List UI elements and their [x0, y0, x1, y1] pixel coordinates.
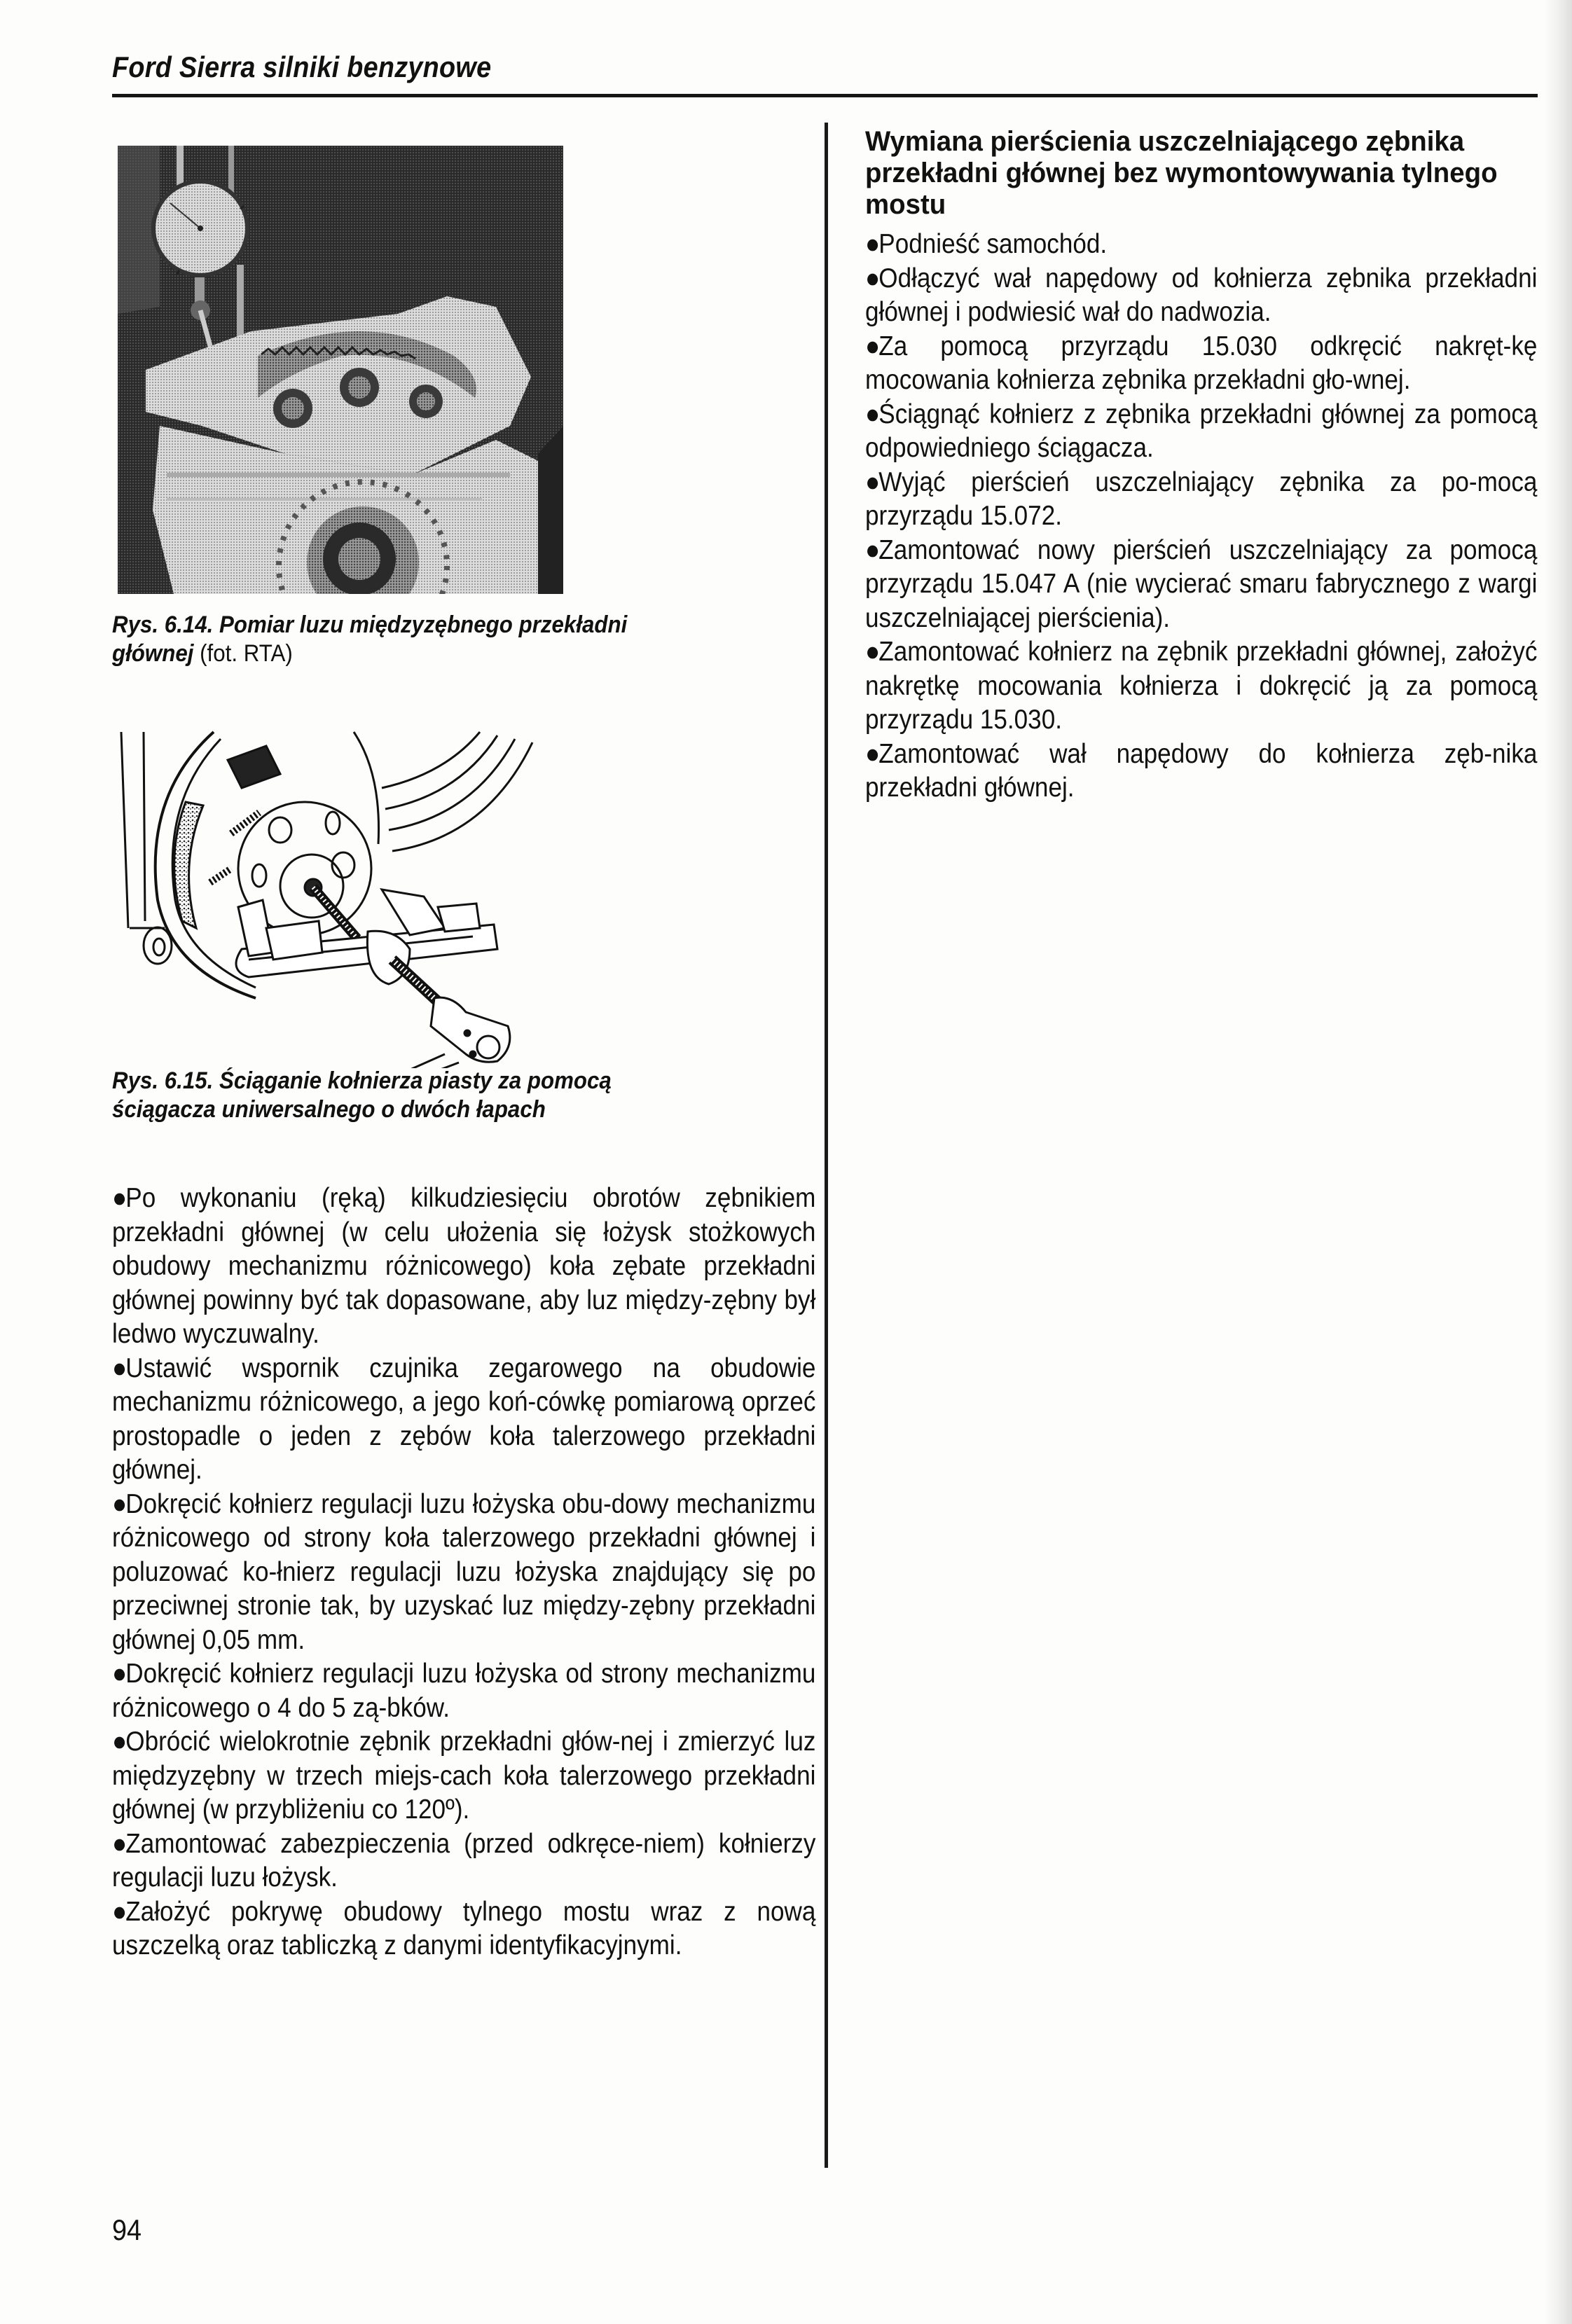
- caption-credit: (fot. RTA): [193, 640, 293, 667]
- instruction-item: [112, 1895, 815, 1963]
- bullet-icon: ●: [112, 1488, 127, 1519]
- instruction-text: Ustawić wspornik czujnika zegarowego na obudowie mechanizmu różnicowego, a jego koń-cówkę pomiarową oprzeć prostopadle o jeden z zębów koła talerzowego przekładni głównej.: [112, 1353, 816, 1485]
- hub-puller-drawing: [116, 718, 550, 1068]
- figure-6-14-photo: [118, 146, 563, 594]
- instruction-text: Za pomocą przyrządu 15.030 odkręcić nakręt-kę mocowania kołnierza zębnika przekładni gło-wnej.: [865, 331, 1538, 395]
- caption-italic: głównej: [112, 640, 194, 667]
- instruction-item: [112, 1827, 815, 1895]
- caption-line: Rys. 6.14. Pomiar luzu międzyzębnego przekładni: [112, 611, 628, 638]
- instruction-text: Ściągnąć kołnierz z zębnika przekładni głównej za pomocą odpowiedniego ściągacza.: [865, 399, 1538, 463]
- instruction-item: [865, 466, 1537, 534]
- instruction-item: [112, 1657, 815, 1725]
- bullet-icon: ●: [865, 738, 881, 769]
- column-divider: [825, 123, 828, 2168]
- bullet-icon: ●: [865, 229, 881, 259]
- instruction-text: Dokręcić kołnierz regulacji luzu łożyska od strony mechanizmu różnicowego o 4 do 5 zą-bków.: [112, 1659, 816, 1723]
- caption-line: [112, 639, 744, 668]
- instruction-text: Zamontować wał napędowy do kołnierza zęb-nika przekładni głównej.: [865, 738, 1538, 803]
- instruction-text: Zamontować nowy pierścień uszczelniający za pomocą przyrządu 15.047 A (nie wycierać smaru fabrycznego z wargi uszczelniającej pierścienia).: [865, 534, 1538, 633]
- left-column-text: [112, 1182, 815, 1963]
- instruction-item: [112, 1182, 815, 1352]
- section-title: Wymiana pierścienia uszczelniającego zębnika przekładni głównej bez wymontowywania tylnego mostu: [865, 126, 1498, 220]
- caption-line: Rys. 6.15. Ściąganie kołnierza piasty za pomocą: [112, 1067, 612, 1094]
- instruction-text: Obrócić wielokrotnie zębnik przekładni głów-nej i zmierzyć luz międzyzębny w trzech miejs-cach koła talerzowego przekładni głównej (w przybliżeniu co 120º).: [112, 1727, 816, 1825]
- instruction-text: Zamontować zabezpieczenia (przed odkręce-niem) kołnierzy regulacji luzu łożysk.: [112, 1828, 816, 1893]
- bullet-icon: ●: [112, 1183, 127, 1213]
- instruction-item: [865, 534, 1537, 636]
- dial-indicator-icon: [151, 179, 249, 277]
- bullet-icon: ●: [112, 1353, 127, 1383]
- instruction-text: Odłączyć wał napędowy od kołnierza zębnika przekładni głównej i podwiesić wał do nadwozia.: [865, 263, 1538, 327]
- instruction-text: Podnieść samochód.: [878, 229, 1108, 259]
- figure-6-15-caption: [112, 1067, 744, 1124]
- right-column: [865, 126, 1538, 805]
- bullet-icon: ●: [112, 1828, 127, 1859]
- instruction-text: Dokręcić kołnierz regulacji luzu łożyska obu-dowy mechanizmu różnicowego od strony koła talerzowego przekładni głównej i poluzować ko-łnierz regulacji luzu łożyska znajdujący się po przeciwnej stronie tak, by uzyskać luz między-zębny przekładni głównej 0,05 mm.: [112, 1488, 816, 1655]
- bullet-icon: ●: [112, 1896, 127, 1927]
- instruction-text: Założyć pokrywę obudowy tylnego mostu wraz z nową uszczelką oraz tabliczką z danymi identyfikacyjnymi.: [112, 1896, 816, 1960]
- strut-line: [121, 732, 128, 928]
- binding-shadow: [1544, 0, 1572, 2324]
- instruction-text: Po wykonaniu (ręką) kilkudziesięciu obrotów zębnikiem przekładni głównej (w celu ułożenia się łożysk stożkowych obudowy mechanizmu różnicowego) koła zębate przekładni głównej powinny być tak dopasowane, aby luz między-zębny był ledwo wyczuwalny.: [112, 1183, 816, 1349]
- instruction-text: Zamontować kołnierz na zębnik przekładni głównej, założyć nakrętkę mocowania kołnierza i dokręcić ją za pomocą przyrządu 15.030.: [865, 637, 1538, 735]
- figure-6-15-drawing: [116, 718, 550, 1068]
- bullet-icon: ●: [865, 637, 881, 667]
- figure-6-14-caption: [112, 611, 744, 668]
- instruction-item: [112, 1725, 815, 1827]
- page-number: 94: [112, 2213, 142, 2246]
- instruction-item: [865, 738, 1537, 805]
- bullet-icon: ●: [865, 534, 881, 565]
- puller-jaw-right: [382, 890, 445, 935]
- instruction-item: [865, 228, 1537, 262]
- instruction-item: [865, 398, 1537, 466]
- differential-dial-gauge-photo: [118, 146, 563, 594]
- bullet-icon: ●: [112, 1727, 127, 1757]
- instruction-item: [865, 262, 1537, 330]
- instruction-item: [112, 1488, 815, 1658]
- bullet-icon: ●: [865, 331, 881, 361]
- brake-shoe: [174, 802, 203, 928]
- bullet-icon: ●: [112, 1659, 127, 1689]
- caption-line: ściągacza uniwersalnego o dwóch łapach: [112, 1096, 546, 1123]
- instruction-item: [112, 1352, 815, 1488]
- instruction-text: Wyjąć pierścień uszczelniający zębnika za po-mocą przyrządu 15.072.: [865, 466, 1538, 531]
- bullet-icon: ●: [865, 466, 881, 497]
- instruction-item: [865, 635, 1537, 738]
- header-rule: [112, 94, 1538, 97]
- bullet-icon: ●: [865, 399, 881, 429]
- running-head: Ford Sierra silniki benzynowe: [112, 50, 492, 83]
- instruction-item: [865, 330, 1537, 398]
- bullet-icon: ●: [865, 263, 881, 293]
- right-column-text: [865, 228, 1537, 805]
